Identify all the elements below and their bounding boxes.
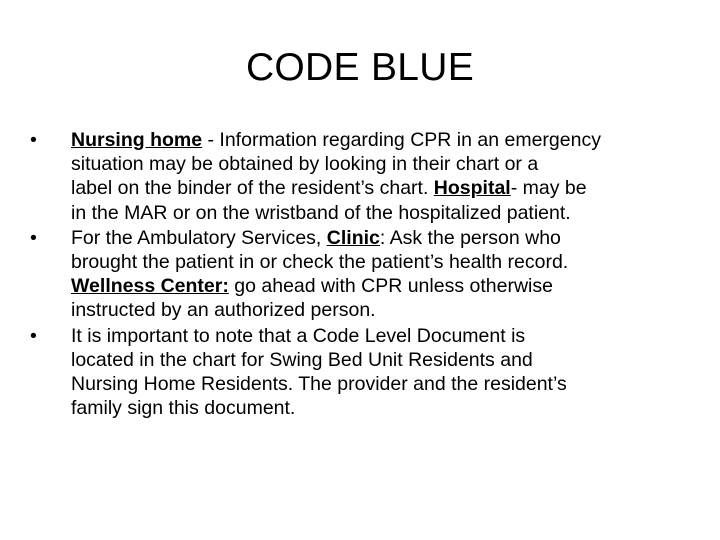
bullet-text: instructed by an authorized person. xyxy=(71,299,376,322)
emphasized-term: Nursing home xyxy=(71,129,203,151)
bullet-line xyxy=(71,348,690,372)
bullet-item xyxy=(30,226,690,323)
bullet-text: - may be xyxy=(510,177,587,200)
bullet-text: go ahead with CPR unless otherwise xyxy=(228,275,553,298)
slide-title: CODE BLUE xyxy=(245,46,475,89)
emphasized-term: Clinic xyxy=(326,226,380,249)
bullet-text: - Information regarding CPR in an emergency xyxy=(202,129,601,151)
bullet-text: For the Ambulatory Services, xyxy=(71,226,327,249)
bullet-text: label on the binder of the resident’s chart. xyxy=(71,177,434,200)
bullet-line xyxy=(71,274,690,298)
emphasized-term: Wellness Center: xyxy=(71,275,229,298)
bullet-marker: • xyxy=(30,226,37,249)
bullet-text: situation may be obtained by looking in their chart or a xyxy=(71,153,539,176)
bullet-line xyxy=(71,250,690,274)
bullet-item xyxy=(30,324,690,421)
bullet-line xyxy=(71,396,690,420)
bullet-text: Nursing Home Residents. The provider and the resident’s xyxy=(71,373,567,396)
bullet-text: family sign this document. xyxy=(71,397,296,420)
bullet-line xyxy=(71,128,690,152)
bullet-text: : Ask the person who xyxy=(379,226,561,249)
bullet-line xyxy=(71,152,690,176)
bullet-line xyxy=(71,372,690,396)
bullet-line xyxy=(71,298,690,322)
bullet-line xyxy=(71,226,690,250)
bullet-list xyxy=(30,128,690,421)
bullet-text: brought the patient in or check the patient’s health record. xyxy=(71,251,569,274)
bullet-text: It is important to note that a Code Level Document is xyxy=(71,324,526,347)
bullet-line xyxy=(71,176,690,200)
bullet-item xyxy=(30,128,690,225)
emphasized-term: Hospital xyxy=(433,177,511,200)
bullet-marker: • xyxy=(30,129,37,151)
bullet-marker: • xyxy=(30,324,37,347)
bullet-line xyxy=(71,324,690,348)
bullet-text: located in the chart for Swing Bed Unit Residents and xyxy=(71,348,533,371)
bullet-text: in the MAR or on the wristband of the hospitalized patient. xyxy=(71,201,571,224)
bullet-line xyxy=(71,201,690,225)
